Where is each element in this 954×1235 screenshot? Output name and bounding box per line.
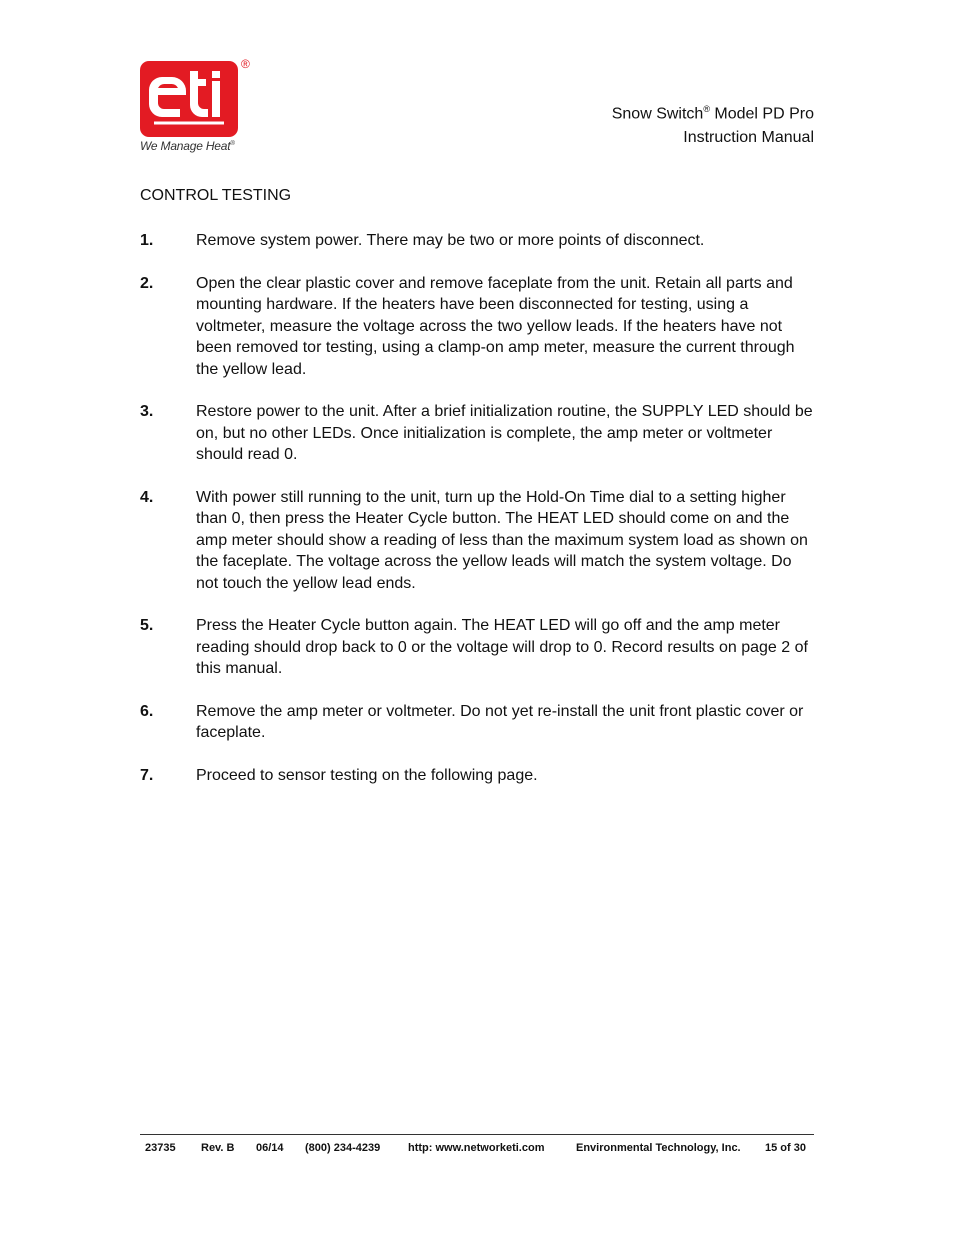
product-name: Snow Switch <box>611 105 704 123</box>
document-header <box>612 97 814 150</box>
step-number: 7. <box>140 766 154 784</box>
product-model: Model PD Pro <box>709 105 814 123</box>
step-text: Proceed to sensor testing on the following page. <box>196 766 538 784</box>
eti-letters-graphic <box>140 61 238 137</box>
step-number: 1. <box>140 232 154 249</box>
footer-divider <box>140 1134 814 1135</box>
footer-company: Environmental Technology, Inc. <box>576 1142 741 1154</box>
step-text: Remove system power. There may be two or more points of disconnect. <box>196 232 705 249</box>
step-item <box>140 615 814 680</box>
step-item <box>140 765 814 787</box>
step-number: 5. <box>140 617 154 634</box>
step-text: Remove the amp meter or voltmeter. Do not yet re-install the unit front plastic cover or faceplate. <box>196 702 804 741</box>
tagline-mark: ® <box>230 141 235 147</box>
step-number: 2. <box>140 274 154 292</box>
step-item <box>140 230 814 252</box>
product-mark: ® <box>703 104 710 114</box>
logo-tagline <box>140 139 235 153</box>
product-title <box>612 97 814 126</box>
step-number: 6. <box>140 702 154 720</box>
step-text: Restore power to the unit. After a brief initialization routine, the SUPPLY LED should be on, but no other LEDs. Once initialization is complete, the amp meter or voltmeter should read 0. <box>196 403 813 463</box>
document-type: Instruction Manual <box>683 129 814 147</box>
company-logo <box>140 58 255 158</box>
registered-mark: ® <box>241 57 250 71</box>
footer-doc-number: 23735 <box>145 1142 176 1154</box>
footer-revision: Rev. B <box>201 1142 235 1154</box>
footer-phone: (800) 234-4239 <box>305 1142 381 1154</box>
section-title: CONTROL TESTING <box>140 187 292 204</box>
step-text: With power still running to the unit, turn up the Hold-On Time dial to a setting higher than 0, then press the Heater Cycle button. The HEAT LED should come on and the amp meter should show a reading of less than the maximum system load as shown on the faceplate. The voltage across the yellow leads will match the system voltage. Do not touch the yellow lead ends. <box>196 488 808 592</box>
step-item <box>140 701 814 744</box>
step-item <box>140 273 814 381</box>
eti-logo-icon <box>140 61 238 137</box>
step-number: 4. <box>140 488 154 506</box>
step-text: Press the Heater Cycle button again. The HEAT LED will go off and the amp meter reading should drop back to 0 or the voltage will drop to 0. Record results on page 2 of this manual. <box>196 617 808 677</box>
step-number: 3. <box>140 403 154 420</box>
step-item <box>140 401 814 466</box>
step-list <box>140 230 814 807</box>
step-item <box>140 487 814 595</box>
footer-date: 06/14 <box>256 1142 284 1154</box>
step-text: Open the clear plastic cover and remove faceplate from the unit. Retain all parts and mounting hardware. If the heaters have been disconnected for testing, using a voltmeter, measure the voltage across the two yellow leads. If the heaters have not been removed tor testing, using a clamp-on amp meter, measure the current through the yellow lead. <box>196 274 795 378</box>
footer-website: http: www.networketi.com <box>408 1142 545 1154</box>
tagline-text: We Manage Heat <box>140 139 231 153</box>
footer-page-number: 15 of 30 <box>765 1142 806 1154</box>
